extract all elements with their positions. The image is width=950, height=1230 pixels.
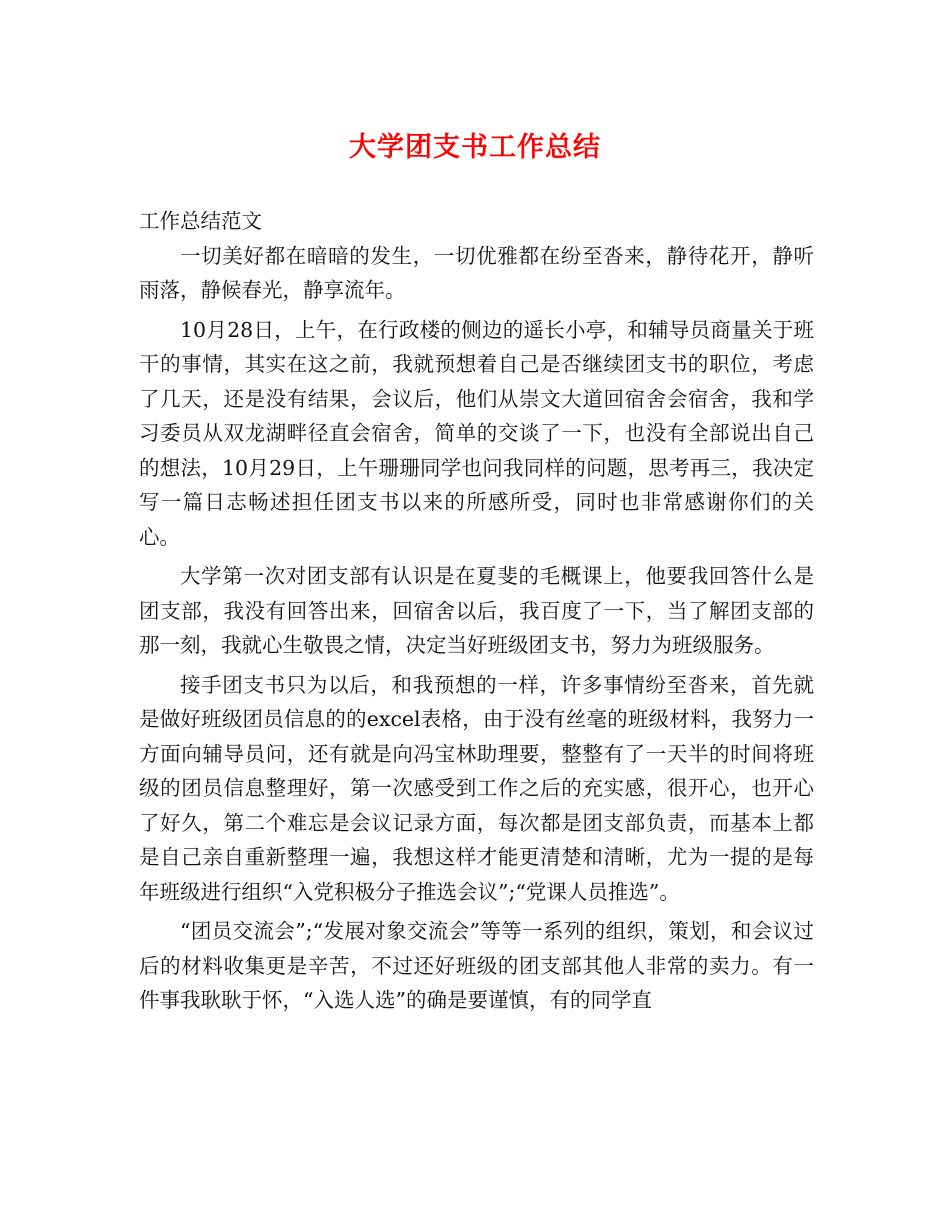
paragraph: 10月28日，上午，在行政楼的侧边的遥长小亭，和辅导员商量关于班干的事情，其实在这之前，我就预想着自己是否继续团支书的职位，考虑了几天，还是没有结果，会议后，他们从崇文大道回宿舍会宿舍，我和学习委员从双龙湖畔径直会宿舍，简单的交谈了一下，也没有全部说出自己的想法，10月29日，上午珊珊同学也问我同样的问题，思考再三，我决定写一篇日志畅述担任团支书以来的所感所受，同时也非常感谢你们的关心。 [139,317,814,549]
document-title: 大学团支书工作总结 [349,132,601,163]
paragraph: 一切美好都在暗暗的发生，一切优雅都在纷至沓来，静待花开，静听雨落，静候春光，静享流年。 [139,243,814,302]
paragraph: 接手团支书只为以后，和我预想的一样，许多事情纷至沓来，首先就是做好班级团员信息的的excel表格，由于没有丝毫的班级材料，我努力一方面向辅导员问，还有就是向冯宝林助理要，整整有了一天半的时间将班级的团员信息整理好，第一次感受到工作之后的充实感，很开心，也开心了好久，第二个难忘是会议记录方面，每次都是团支部负责，而基本上都是自己亲自重新整理一遍，我想这样才能更清楚和清晰，尤为一提的是每年班级进行组织“入党积极分子推选会议”;“党课人员推选”。 [139,672,814,904]
document-body [139,204,814,1023]
paragraph: 大学第一次对团支部有认识是在夏斐的毛概课上，他要我回答什么是团支部，我没有回答出来，回宿舍以后，我百度了一下，当了解团支部的那一刻，我就心生敬畏之情，决定当好班级团支书，努力为班级服务。 [139,564,814,657]
document-subtitle: 工作总结范文 [139,209,262,233]
paragraph: “团员交流会”;“发展对象交流会”等等一系列的组织，策划，和会议过后的材料收集更是辛苦，不过还好班级的团支部其他人非常的卖力。有一件事我耿耿于怀，“入选人选”的确是要谨慎，有的同学直 [139,919,814,1012]
